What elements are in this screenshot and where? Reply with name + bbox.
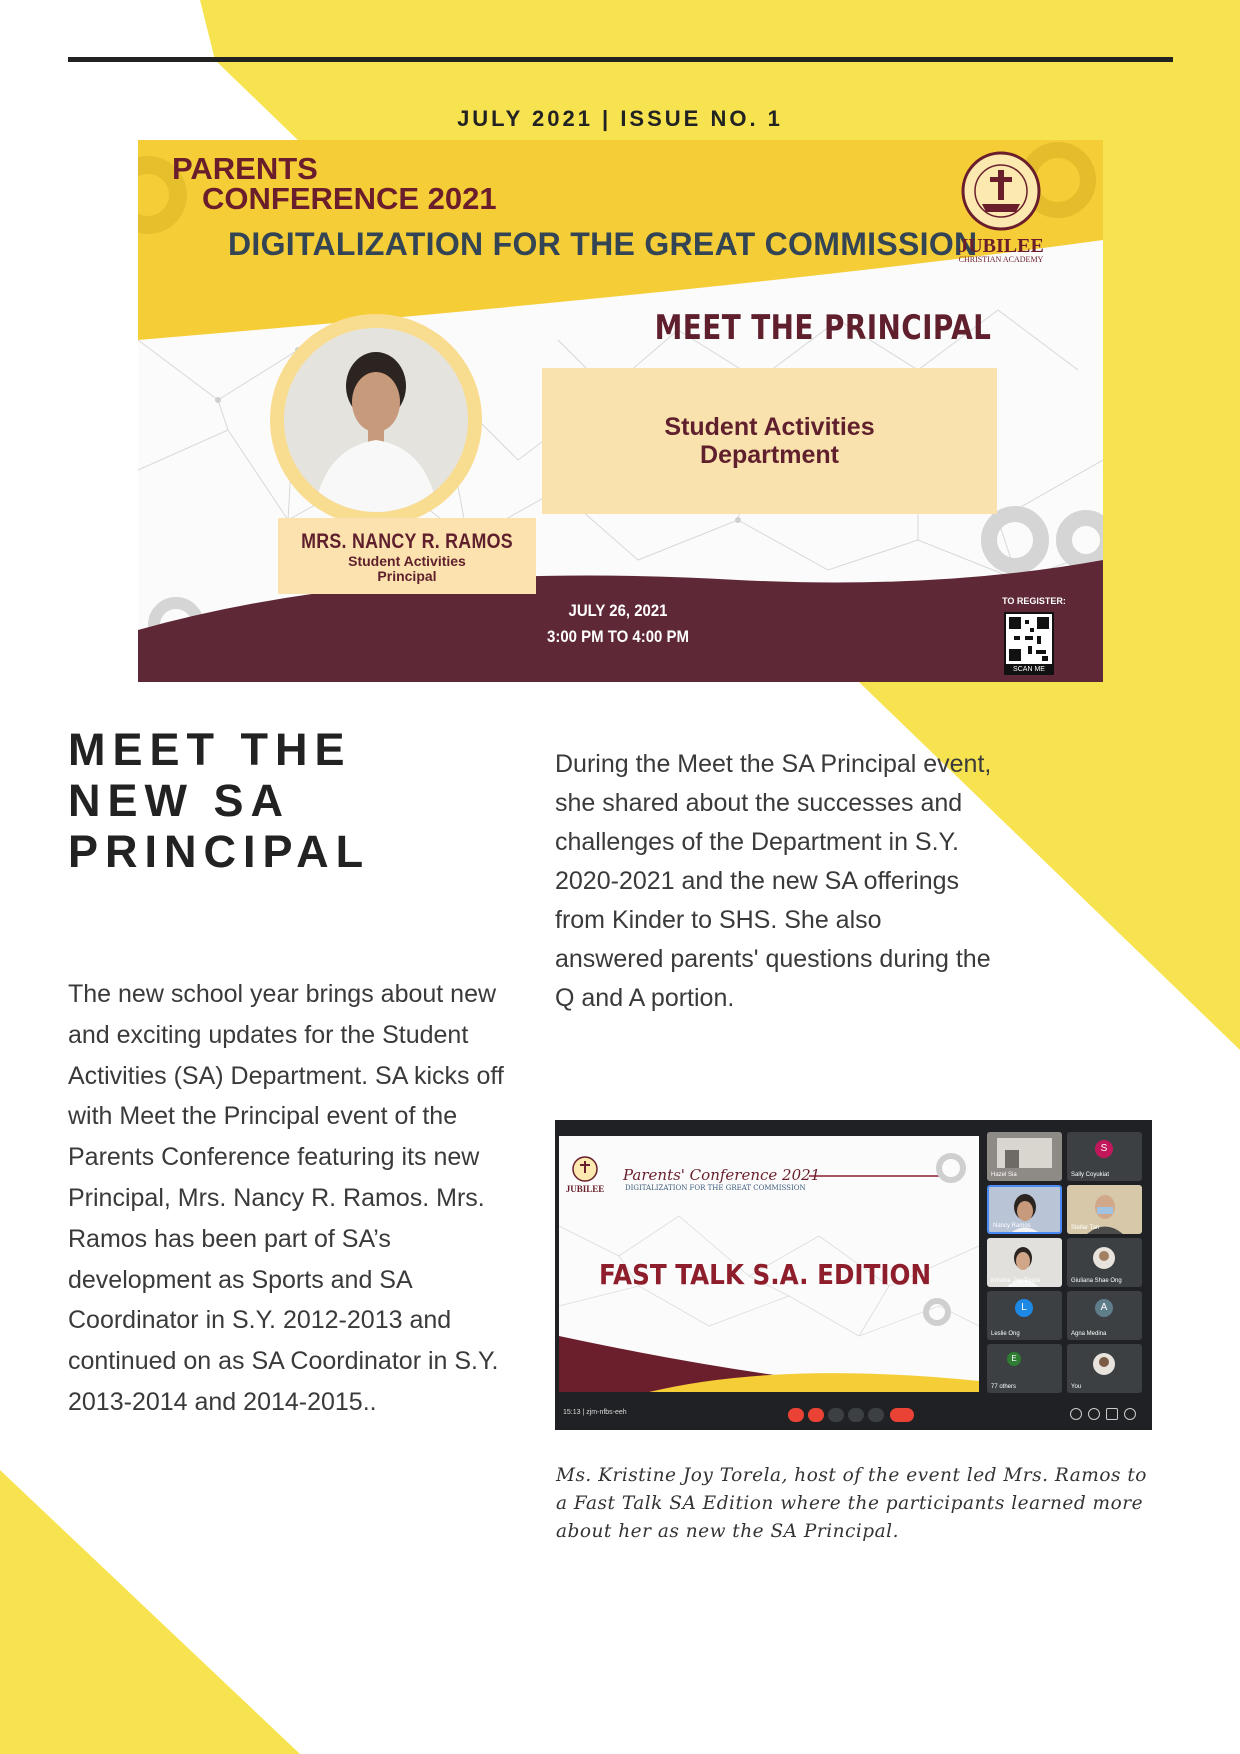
photo-caption: Ms. Kristine Joy Torela, host of the event led Mrs. Ramos to a Fast Talk SA Edition where the participants learned more about her as new the SA Principal.	[556, 1465, 1147, 1542]
poster-title-line2: CONFERENCE 2021	[202, 181, 497, 216]
principal-namecard	[278, 518, 536, 594]
meeting-code: 15:13 | zjm-nfbs-eeh	[563, 1409, 627, 1416]
principal-portrait-icon	[284, 328, 468, 512]
logo-subtitle: CHRISTIAN ACADEMY	[958, 255, 1044, 264]
raise-hand-icon[interactable]	[828, 1408, 844, 1422]
participant-tile[interactable]	[1067, 1291, 1142, 1340]
poster-department	[542, 368, 997, 514]
participant-avatar: L	[1015, 1299, 1033, 1317]
participant-name: Nancy Ramos	[993, 1223, 1031, 1229]
principal-photo-frame	[270, 314, 482, 526]
shared-slide	[559, 1136, 979, 1392]
event-time: 3:00 PM TO 4:00 PM	[547, 627, 689, 646]
qr-code-icon[interactable]	[1004, 612, 1054, 666]
participant-tile[interactable]	[987, 1238, 1062, 1287]
participant-name: You	[1071, 1384, 1082, 1390]
activities-icon[interactable]	[1124, 1408, 1136, 1420]
top-rule	[68, 57, 1173, 62]
article-body-left: The new school year brings about new and exciting updates for the Student Activities (SA) Department. SA kicks off with Meet the Principal event of the Parents Conference featuring its new Principal, Mrs. Nancy R. Ramos. Mrs. Ramos has been part of SA’s development as Sports and SA Coordinator in S.Y. 2012-2013 and continued on as SA Coordinator in S.Y. 2013-2014 and 2014-2015..	[68, 980, 504, 1416]
slide-seal-icon	[572, 1156, 598, 1182]
principal-name: MRS. NANCY R. RAMOS	[301, 530, 513, 553]
participant-name: Sally Coyukiat	[1071, 1172, 1110, 1178]
participant-name: Leslie Ong	[991, 1331, 1020, 1337]
slide-headline: FAST TALK S.A. EDITION	[599, 1258, 932, 1291]
principal-role-line2: Principal	[377, 568, 437, 584]
department-label: Student Activities Department	[664, 413, 875, 469]
headline-line-1: MEET THE	[68, 724, 352, 775]
participant-name: Hazel Sia	[991, 1172, 1017, 1178]
mic-off-icon[interactable]	[788, 1408, 804, 1422]
participant-tile[interactable]	[1067, 1185, 1142, 1234]
participant-tile[interactable]	[987, 1132, 1062, 1181]
camera-off-icon[interactable]	[808, 1408, 824, 1422]
scan-me-label: SCAN ME	[1004, 664, 1054, 675]
event-datetime	[530, 598, 706, 650]
participant-tile[interactable]	[1067, 1344, 1142, 1393]
present-icon[interactable]	[848, 1408, 864, 1422]
participant-name: Giuliana Shae Ong	[1071, 1278, 1122, 1284]
slide-subtitle: DIGITALIZATION FOR THE GREAT COMMISSION	[625, 1184, 806, 1192]
article-body-right: During the Meet the SA Principal event, she shared about the successes and challenges of the Department in S.Y. 2020-2021 and the new SA offerings from Kinder to SHS. She also answered parents' questions during the Q and A portion.	[555, 750, 992, 1012]
participant-name: Kristine Joy Torela	[991, 1278, 1040, 1284]
participant-name: 77 others	[991, 1384, 1017, 1390]
principal-photo	[284, 328, 468, 512]
bottom-yellow-corner	[0, 1470, 300, 1754]
participant-avatar: A	[1095, 1299, 1113, 1317]
more-options-icon[interactable]	[868, 1408, 884, 1422]
participant-tile[interactable]	[1067, 1238, 1142, 1287]
people-icon[interactable]	[1088, 1408, 1100, 1420]
article-headline	[68, 724, 498, 877]
slide-logo-name: JUBILEE	[565, 1184, 605, 1194]
event-date: JULY 26, 2021	[568, 601, 668, 620]
participant-name: Agna Medina	[1071, 1331, 1107, 1337]
poster-title-line1: PARENTS	[172, 151, 318, 186]
meeting-control-bar	[555, 1400, 1152, 1430]
poster-subtitle: DIGITALIZATION FOR THE GREAT COMMISSION	[228, 226, 978, 262]
video-meeting-screenshot	[555, 1120, 1152, 1430]
poster-meet-title: MEET THE PRINCIPAL	[654, 308, 992, 348]
headline-line-3: PRINCIPAL	[68, 826, 371, 877]
info-icon[interactable]	[1070, 1408, 1082, 1420]
principal-role-line1: Student Activities	[348, 553, 466, 569]
issue-line: JULY 2021 | ISSUE NO. 1	[457, 106, 783, 131]
participant-tile[interactable]	[987, 1291, 1062, 1340]
school-logo	[946, 150, 1056, 264]
chat-icon[interactable]	[1106, 1408, 1118, 1420]
participant-tile[interactable]	[987, 1185, 1062, 1234]
hang-up-icon[interactable]	[890, 1408, 914, 1422]
school-seal-icon	[960, 150, 1042, 232]
logo-name: JUBILEE	[958, 235, 1044, 257]
slide-title: Parents' Conference 2021	[623, 1166, 821, 1184]
slide-logo	[565, 1156, 605, 1194]
register-label: TO REGISTER:	[1002, 596, 1066, 606]
headline-line-2: NEW SA	[68, 775, 290, 826]
participant-name: Stellar Tan	[1071, 1225, 1100, 1231]
participant-avatar: E	[1007, 1352, 1021, 1366]
participant-tile[interactable]	[1067, 1132, 1142, 1181]
event-poster	[138, 140, 1103, 682]
participant-avatar: S	[1095, 1140, 1113, 1158]
participant-tile[interactable]	[987, 1344, 1062, 1393]
